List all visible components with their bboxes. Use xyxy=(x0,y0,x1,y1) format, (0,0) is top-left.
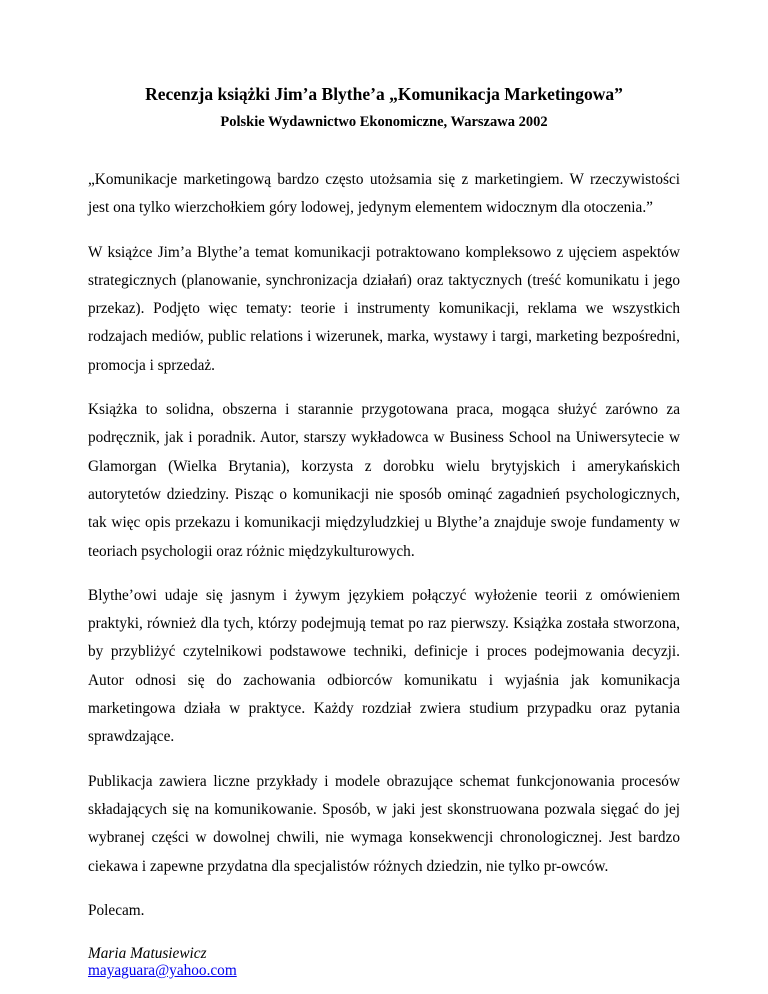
signature-block xyxy=(88,945,680,979)
paragraph-author-background: Książka to solidna, obszerna i starannie przygotowana praca, mogąca służyć zarówno za podręcznik, jak i poradnik. Autor, starszy wykładowca w Business School na Uniwersytecie w Glamorgan (Wielka Brytania), korzysta z dorobku wielu brytyjskich i amerykańskich autorytetów dziedziny. Pisząc o komunikacji nie sposób ominąć zagadnień psychologicznych, tak więc opis przekazu i komunikacji międzyludzkiej u Blythe’a znajduje swoje fundamenty w teoriach psychologii oraz różnic międzykulturowych. xyxy=(88,401,680,560)
author-email-link[interactable]: mayaguara@yahoo.com xyxy=(88,962,237,980)
review-title: Recenzja książki Jim’a Blythe’a „Komunikacja Marketingowa” xyxy=(145,84,623,104)
paragraph-recommendation: Polecam. xyxy=(88,901,145,919)
paragraph-style: Blythe’owi udaje się jasnym i żywym językiem połączyć wyłożenie teorii z omówieniem praktyki, również dla tych, którzy podejmują temat po raz pierwszy. Książka została stworzona, by przybliżyć czytelnikowi podstawowe techniki, definicje i proces podejmowania decyzji. Autor odnosi się do zachowania odbiorców komunikatu i wyjaśnia jak komunikacja marketingowa działa w praktyce. Każdy rozdział zwiera studium przypadku oraz pytania sprawdzające. xyxy=(88,586,680,746)
publisher-line: Polskie Wydawnictwo Ekonomiczne, Warszawa 2002 xyxy=(220,114,548,130)
review-body xyxy=(88,166,680,925)
author-name: Maria Matusiewicz xyxy=(88,945,207,963)
paragraph-topics: W książce Jim’a Blythe’a temat komunikacji potraktowano kompleksowo z ujęciem aspektów strategicznych (planowanie, synchronizacja działań) oraz taktycznych (treść komunikatu i jego przekaz). Podjęto więc tematy: teorie i instrumenty komunikacji, reklama we wszystkich rodzajach mediów, public relations i wizerunek, marka, wystawy i targi, marketing bezpośredni, promocja i sprzedaż. xyxy=(88,243,680,374)
paragraph-summary: Publikacja zawiera liczne przykłady i modele obrazujące schemat funkcjonowania procesów składających się na komunikowanie. Sposób, w jaki jest skonstruowana pozwala sięgać do jej wybranej części w dowolnej chwili, nie wymaga konsekwencji chronologicznej. Jest bardzo ciekawa i zapewne przydatna dla specjalistów różnych dziedzin, nie tylko pr-owców. xyxy=(88,772,680,875)
paragraph-quote: „Komunikacje marketingową bardzo często utożsamia się z marketingiem. W rzeczywistości jest ona tylko wierzchołkiem góry lodowej, jedynym elementem widocznym dla otoczenia.” xyxy=(88,171,680,217)
document-page xyxy=(88,82,680,979)
